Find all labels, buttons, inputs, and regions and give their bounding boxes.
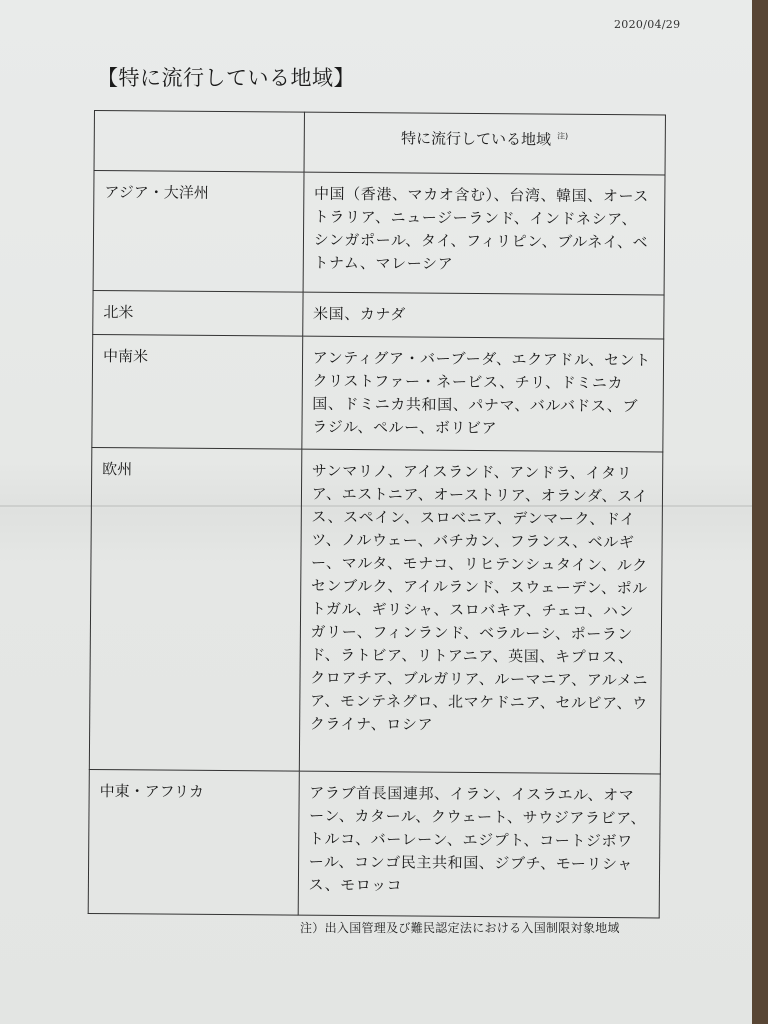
country-list: 米国、カナダ [302, 292, 664, 339]
region-name: アジア・大洋州 [93, 171, 304, 293]
header-countries-label: 特に流行している地域 [400, 129, 552, 149]
print-date: 2020/04/29 [614, 18, 681, 31]
table-row [93, 171, 665, 295]
table-row [93, 290, 664, 338]
table-row [92, 334, 664, 451]
footnote: 注）出入国管理及び難民認定法における入国制限対象地域 [300, 921, 620, 935]
region-name: 中南米 [92, 334, 303, 449]
header-region-cell [94, 111, 304, 173]
table-header-row [94, 111, 665, 175]
table-row [88, 769, 660, 917]
section-heading: 【特に流行している地域】 [97, 66, 355, 90]
country-list: 中国（香港、マカオ含む）、台湾、韓国、オーストラリア、ニュージーランド、インドネシア、シンガポール、タイ、フィリピン、ブルネイ、ベトナム、マレーシア [303, 172, 665, 295]
header-countries-cell [304, 112, 666, 175]
epidemic-region-table [88, 110, 666, 918]
country-list: サンマリノ、アイスランド、アンドラ、イタリア、エストニア、オーストリア、オランダ、スイス、スペイン、スロベニア、デンマーク、ドイツ、ノルウェー、バチカン、フランス、ベルギー、マルタ、モナコ、リヒテンシュタイン、ルクセンブルク、アイルランド、スウェーデン、ポルトガル、ギリシャ、スロバキア、チェコ、ハンガリー、フィンランド、ベラルーシ、ポーランド、ラトビア、リトアニア、英国、キプロス、クロアチア、ブルガリア、ルーマニア、アルメニア、モンテネグロ、北マケドニア、セルビア、ウクライナ、ロシア [299, 449, 663, 774]
header-note-mark: 注) [557, 131, 569, 141]
table-row [89, 447, 663, 773]
region-name: 北米 [93, 290, 303, 336]
country-list: アンティグア・バーブーダ、エクアドル、セントクリストファー・ネービス、チリ、ドミニカ国、ドミニカ共和国、パナマ、バルバドス、ブラジル、ペルー、ボリビア [301, 336, 663, 452]
background-surface [752, 0, 768, 1024]
country-list: アラブ首長国連邦、イラン、イスラエル、オマーン、カタール、クウェート、サウジアラビア、トルコ、バーレーン、エジプト、コートジボワール、コンゴ民主共和国、ジブチ、モーリシャス、モロッコ [298, 771, 660, 918]
region-name: 欧州 [89, 447, 301, 771]
region-name: 中東・アフリカ [88, 769, 299, 915]
